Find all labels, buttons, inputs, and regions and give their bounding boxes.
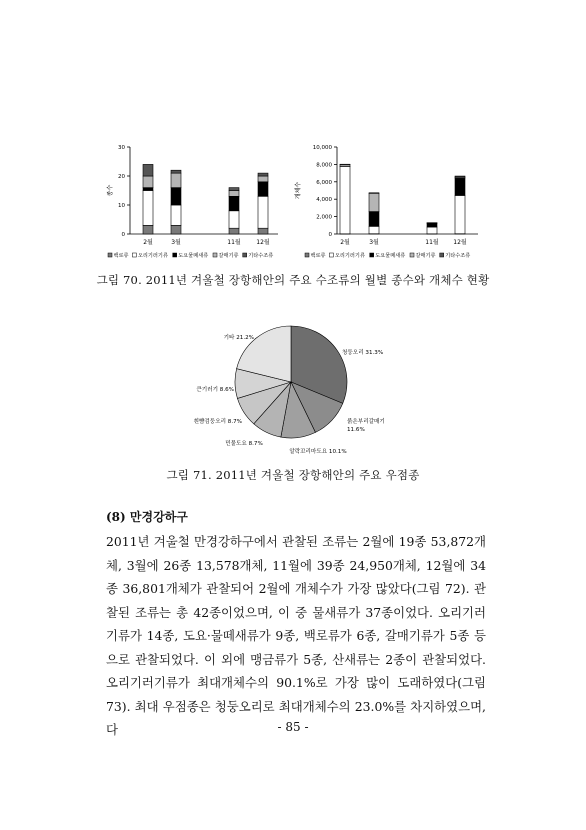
pie-slice-label: 민물도요 8.7% — [225, 441, 263, 447]
legend-label: 갈매기류 — [218, 253, 239, 259]
legend-swatch — [305, 253, 309, 257]
figure-70-caption: 그림 70. 2011년 겨울철 장항해안의 주요 수조류의 월별 종수와 개체수 현황 — [96, 273, 490, 287]
page-number: - 85 - — [277, 720, 309, 734]
legend-label: 갈매기류 — [415, 253, 436, 259]
bar-segment — [369, 193, 379, 211]
y-axis-label: 개체수 — [295, 181, 302, 200]
x-tick-label: 2월 — [143, 239, 153, 246]
figure-71-caption: 그림 71. 2011년 겨울철 장항해안의 주요 우점종 — [166, 468, 420, 482]
bar-segment — [258, 173, 268, 176]
bar-segment — [258, 176, 268, 182]
y-tick-label: 10,000 — [312, 145, 332, 151]
x-tick-label: 2월 — [340, 239, 350, 246]
x-tick-label: 11월 — [425, 239, 439, 246]
legend-swatch — [370, 253, 374, 257]
bar-segment — [369, 226, 379, 233]
bar-segment — [171, 188, 181, 205]
bar-segment — [340, 166, 350, 234]
y-tick-label: 2,000 — [316, 214, 332, 221]
legend-swatch — [132, 253, 136, 257]
bar-segment — [427, 223, 437, 227]
legend-label: 백로류 — [113, 253, 129, 259]
dominant-species-pie-chart — [194, 326, 385, 455]
bar-segment — [143, 225, 153, 234]
legend-label: 기타수조류 — [248, 253, 274, 259]
bar-segment — [171, 225, 181, 234]
body-paragraph: 2011년 겨울철 만경강하구에서 관찰된 조류는 2월에 19종 53,872개체, 3월에 26종 13,578개체, 11월에 39종 24,950개체, 12월에 34종 36,801개체가 관찰되어 2월에 개체수가 가장 많았다(그림 72). 관찰된 조류는 총 42종이었으며, 이 중 물새류가 37종이었다. 오리기러기류가 14종, 도요·물떼새류가 9종, 백로류가 6종, 갈매기류가 5종 등으로 관찰되었다. 이 외에 맹금류가 5종, 산새류는 2종이 관찰되었다. 오리기러기류가 최대개체수의 90.1%로 가장 많이 도래하였다(그림 73). 최대 우점종은 청둥오리로 최대개체수의 23.0%를 차지하였으며, 다 — [106, 534, 486, 737]
bar-segment — [258, 196, 268, 228]
bar-segment — [455, 176, 465, 177]
pie-slice-label: 흰뺨검둥오리 8.7% — [193, 419, 242, 425]
bar-segment — [369, 193, 379, 194]
legend-swatch — [173, 253, 177, 257]
species-count-bar-chart — [106, 145, 278, 259]
pie-slice-label: 기타 21.2% — [223, 335, 254, 341]
x-tick-label: 3월 — [171, 239, 181, 246]
bar-segment — [229, 191, 239, 197]
legend-swatch — [410, 253, 414, 257]
bar-segment — [171, 170, 181, 173]
legend-swatch — [213, 253, 217, 257]
bar-segment — [143, 164, 153, 176]
section-heading: (8) 만경강하구 — [106, 510, 188, 524]
y-tick-label: 6,000 — [316, 179, 332, 186]
y-tick-label: 0 — [121, 232, 125, 238]
bar-segment — [229, 211, 239, 228]
bar-segment — [229, 228, 239, 234]
bar-segment — [427, 227, 437, 234]
figure-71 — [0, 320, 586, 460]
legend-label: 기타수조류 — [445, 253, 471, 259]
figure-70 — [0, 0, 586, 260]
y-tick-label: 0 — [328, 232, 332, 238]
legend-swatch — [243, 253, 247, 257]
legend-swatch — [440, 253, 444, 257]
x-tick-label: 12월 — [453, 239, 467, 246]
pie-slice-label: 큰기러기 8.6% — [196, 387, 234, 393]
legend-label: 오리기러기류 — [334, 253, 365, 259]
y-tick-label: 4,000 — [316, 197, 332, 204]
bar-segment — [455, 178, 465, 195]
x-tick-label: 3월 — [369, 239, 379, 246]
bar-segment — [455, 195, 465, 233]
legend-swatch — [108, 253, 112, 257]
y-tick-label: 20 — [118, 174, 125, 180]
x-tick-label: 11월 — [227, 239, 241, 246]
pie-slice-label: 붉은부리갈매기 11.6% — [347, 419, 385, 433]
pie-slice-label: 알락꼬리마도요 10.1% — [289, 449, 347, 455]
bar-segment — [143, 188, 153, 191]
bar-segment — [143, 191, 153, 226]
bar-segment — [143, 176, 153, 188]
legend-label: 도요물떼새류 — [375, 253, 406, 259]
legend-swatch — [329, 253, 333, 257]
body-text — [106, 530, 486, 742]
y-tick-label: 8,000 — [316, 162, 332, 169]
y-tick-label: 30 — [118, 145, 125, 151]
pie-slice-label: 청둥오리 31.3% — [342, 350, 384, 356]
individual-count-bar-chart — [294, 145, 478, 259]
y-axis-label: 종수 — [107, 184, 114, 197]
legend-label: 도요물떼새류 — [178, 253, 209, 259]
bar-segment — [258, 182, 268, 197]
legend-label: 백로류 — [310, 253, 326, 259]
bar-segment — [229, 196, 239, 211]
bar-segment — [369, 212, 379, 227]
bar-segment — [258, 228, 268, 234]
x-tick-label: 12월 — [256, 239, 270, 246]
y-tick-label: 10 — [118, 203, 125, 209]
legend-label: 오리기러기류 — [137, 253, 168, 259]
bar-segment — [171, 205, 181, 225]
bar-segment — [229, 188, 239, 191]
bar-segment — [171, 173, 181, 188]
